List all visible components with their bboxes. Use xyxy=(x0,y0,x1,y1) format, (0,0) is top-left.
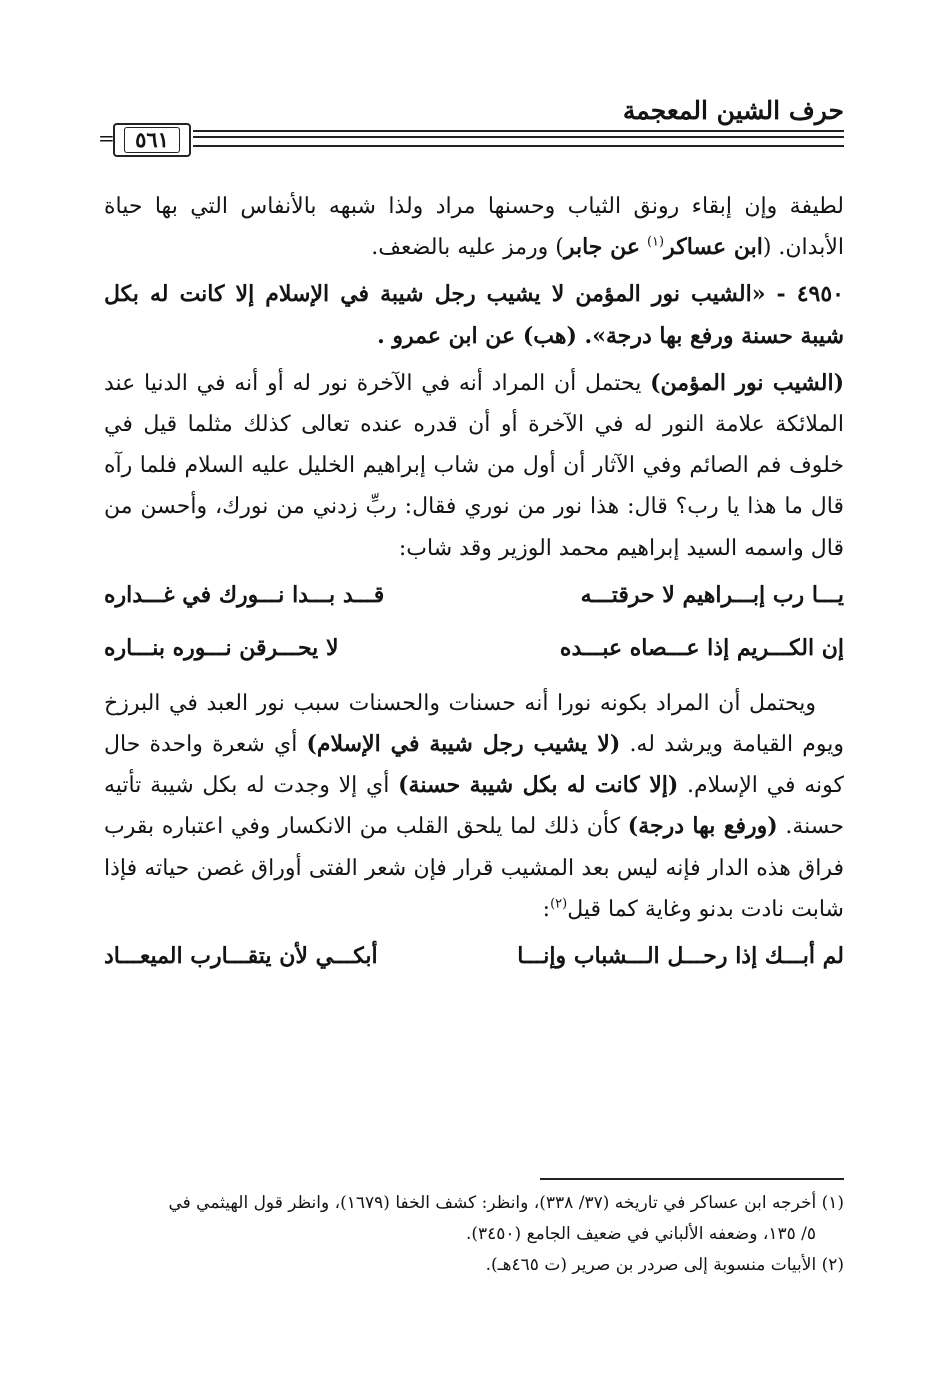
verse-3 xyxy=(104,930,844,983)
source-open: ( xyxy=(762,235,772,261)
source-from: عن جابر xyxy=(563,234,640,261)
paragraph-3 xyxy=(104,683,844,930)
page-number-frame xyxy=(113,123,191,157)
paragraph-1 xyxy=(104,186,844,268)
footnote-separator xyxy=(540,1178,844,1180)
paragraph-3-text-3: أي إلا وجدت له بكل شيبة تأتيه حسنة. xyxy=(104,773,844,840)
lemma-3: (إلا كانت له بكل شيبة حسنة) xyxy=(398,772,679,799)
lemma-4: (ورفع بها درجة) xyxy=(627,813,778,840)
header-rule-bottom xyxy=(193,145,844,147)
verse-1 xyxy=(104,569,844,622)
verse-2 xyxy=(104,622,844,675)
page-number-dash: = xyxy=(98,126,115,150)
paragraph-3-text-2: أي شعرة واحدة حال كونه في الإسلام. xyxy=(104,732,844,799)
verse-3-second-hemistich: أبكـــي لأن يتقـــارب الميعـــاد xyxy=(104,943,378,970)
hadith-text: «الشيب نور المؤمن لا يشيب رجل شيبة في الإسلام إلا كانت له بكل شيبة حسنة ورفع بها درجة». xyxy=(104,281,844,349)
hadith-4950 xyxy=(104,274,844,356)
footnote-2: (٢) الأبيات منسوبة إلى صردر بن صرير (ت ٤٦٥هـ). xyxy=(485,1255,844,1275)
lemma-2: (لا يشيب رجل شيبة في الإسلام) xyxy=(306,731,621,758)
paragraph-1-text: لطيفة وإن إبقاء رونق الثياب وحسنها مراد ولذا شبهه بالأنفاس التي بها حياة الأبدان. xyxy=(104,194,844,261)
lemma-1: (الشيب نور المؤمن) xyxy=(650,369,844,396)
footnote-ref-1: (١) xyxy=(646,234,665,250)
verse-2-second-hemistich: لا يحـــرقن نـــوره بنـــاره xyxy=(104,634,339,661)
paragraph-3-text-1: ويحتمل أن المراد بكونه نورا أنه حسنات والحسنات سبب نور العبد في البرزخ ويوم القيامة ويرشد له. xyxy=(104,690,844,758)
hadith-source: (هب) عن ابن عمرو . xyxy=(377,322,585,349)
page-header xyxy=(0,0,948,160)
main-text xyxy=(104,186,844,983)
footnotes xyxy=(104,1188,844,1281)
source-close: ) ورمز عليه بالضعف. xyxy=(371,235,564,261)
paragraph-2 xyxy=(104,363,844,569)
verse-1-first-hemistich: يـــا رب إبـــراهيم لا حرقتـــه xyxy=(580,581,844,608)
source-name: ابن عساكر xyxy=(664,234,763,261)
chapter-title: حرف الشين المعجمة xyxy=(622,96,844,125)
footnote-1-line-1: (١) أخرجه ابن عساكر في تاريخه (٣٧/ ٣٣٨)، وانظر: كشف الخفا (١٦٧٩)، وانظر قول الهيثمي في xyxy=(168,1193,844,1213)
hadith-number: ٤٩٥٠ - xyxy=(765,281,844,308)
paragraph-3-colon: : xyxy=(542,896,551,922)
footnote-1-line-2: ٥/ ١٣٥، وضعفه الألباني في ضعيف الجامع (٣٤٥٠). xyxy=(465,1224,816,1244)
footnote-ref-2: (٢) xyxy=(550,896,568,912)
paragraph-3-text-4: كأن ذلك لما يلحق القلب من الانكسار وفي اعتباره بقرب فراق هذه الدار فإنه ليس بعد المشيب قرار فإن شعر الفتى أوراق غصن حياته فإذا شابت نادت بدنو وغاية كما قيل xyxy=(104,814,844,922)
header-rule-top xyxy=(193,130,844,132)
page-number: ٥٦١ xyxy=(124,127,180,153)
paragraph-2-text: يحتمل أن المراد أنه في الآخرة نور له أو أنه في الدنيا عند الملائكة علامة النور له في الآخرة أو أن قدره عنده تعالى كذلك مثلما قيل في خلوف فم الصائم وفي الآثار أن أول من شاب إبراهيم الخليل عليه السلام فلما رآه قال ما هذا يا رب؟ قال: هذا نور من نوري فقال: ربِّ زدني من نورك، وأحسن من قال واسمه السيد إبراهيم محمد الوزير وقد شاب: xyxy=(104,370,844,561)
verse-3-first-hemistich: لم أبـــك إذا رحـــل الـــشباب وإنـــا xyxy=(517,943,844,970)
verse-1-second-hemistich: قـــد بـــدا نـــورك في غـــداره xyxy=(104,581,385,608)
verse-2-first-hemistich: إن الكـــريم إذا عـــصاه عبـــده xyxy=(559,634,844,661)
header-rule-middle xyxy=(193,136,844,138)
